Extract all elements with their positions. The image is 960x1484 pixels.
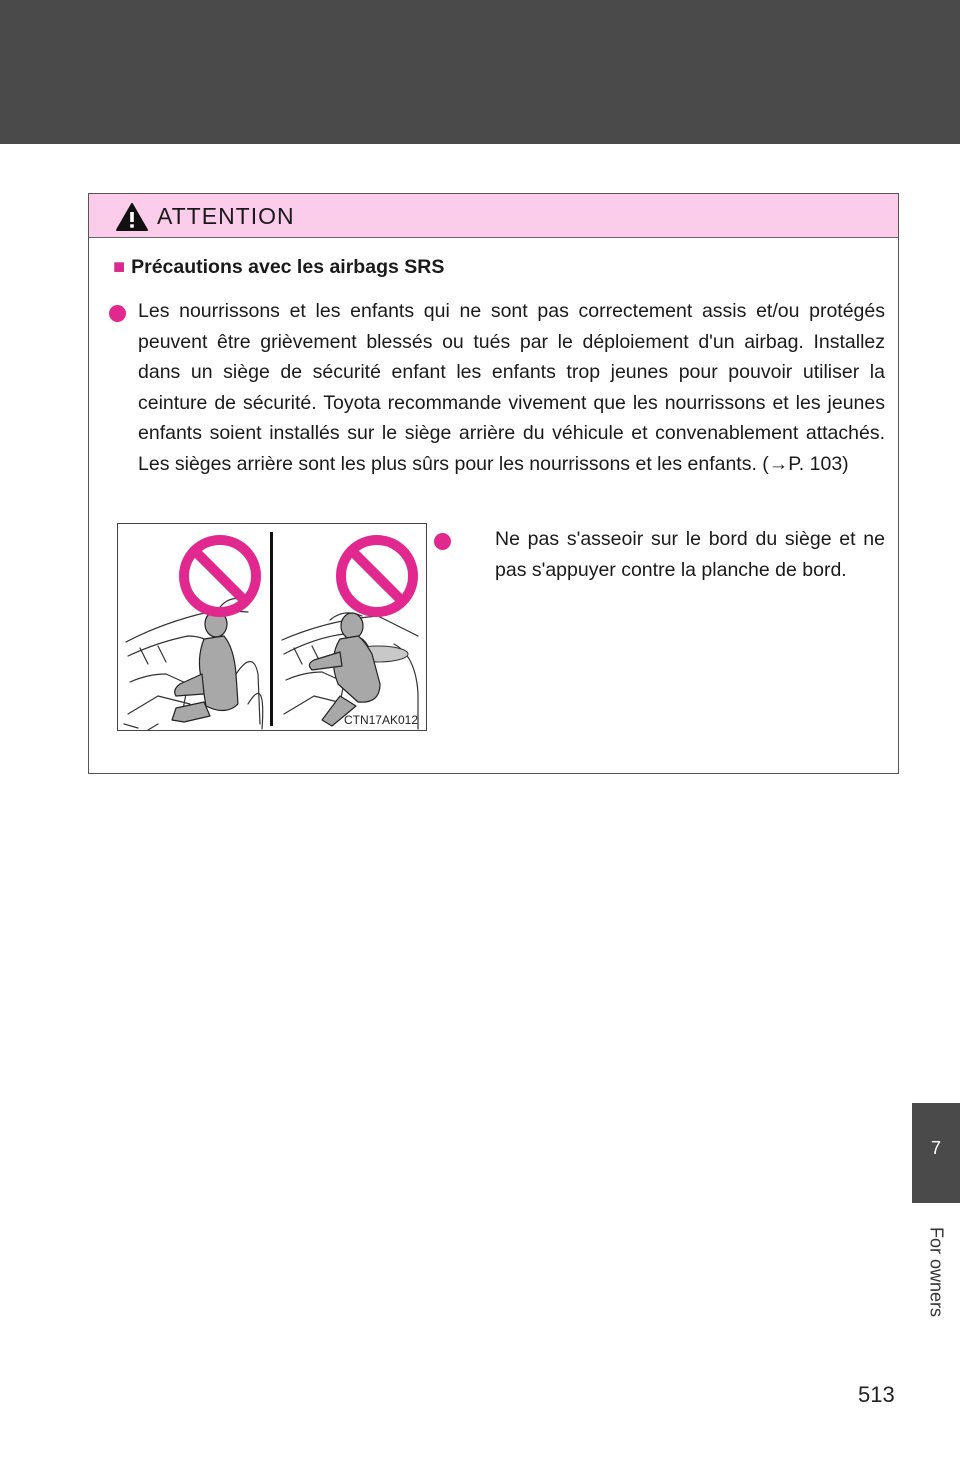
section-heading (113, 256, 444, 279)
illustration-code: CTN17AK012 (343, 713, 418, 727)
square-bullet-icon: ■ (113, 256, 126, 278)
top-band (0, 0, 960, 144)
chapter-label: For owners (926, 1226, 947, 1318)
list-item: Ne pas s'asseoir sur le bord du siège et ne pas s'appuyer contre la planche de bord. (495, 528, 885, 581)
bullet-dot-icon (434, 533, 451, 550)
attention-header (89, 194, 898, 238)
chapter-number: 7 (930, 1138, 941, 1158)
chapter-label-wrap (912, 1212, 960, 1332)
bullet-dot-icon (109, 305, 126, 322)
list-item: Les nourrissons et les enfants qui ne sont pas correctement assis et/ou protégés peuvent être grièvement blessés ou tués par le déploiement d'un airbag. Installez dans un siège de sécurité enfant les enfants trop jeunes pour pouvoir utiliser la ceinture de sécurité. Toyota recommande vivement que les nourrissons et les jeunes enfants soient installés sur le siège arrière du véhicule et convenablement attachés. Les sièges arrière sont les plus sûrs pour les nourrissons et les enfants. (→P. 103) (138, 300, 885, 475)
section-heading-text: Précautions avec les airbags SRS (131, 256, 445, 278)
attention-box (88, 193, 899, 774)
prohibited-seating-illustration (117, 523, 427, 731)
page-number: 513 (858, 1382, 895, 1407)
attention-title: ATTENTION (157, 203, 295, 229)
warning-triangle-icon (115, 202, 149, 232)
